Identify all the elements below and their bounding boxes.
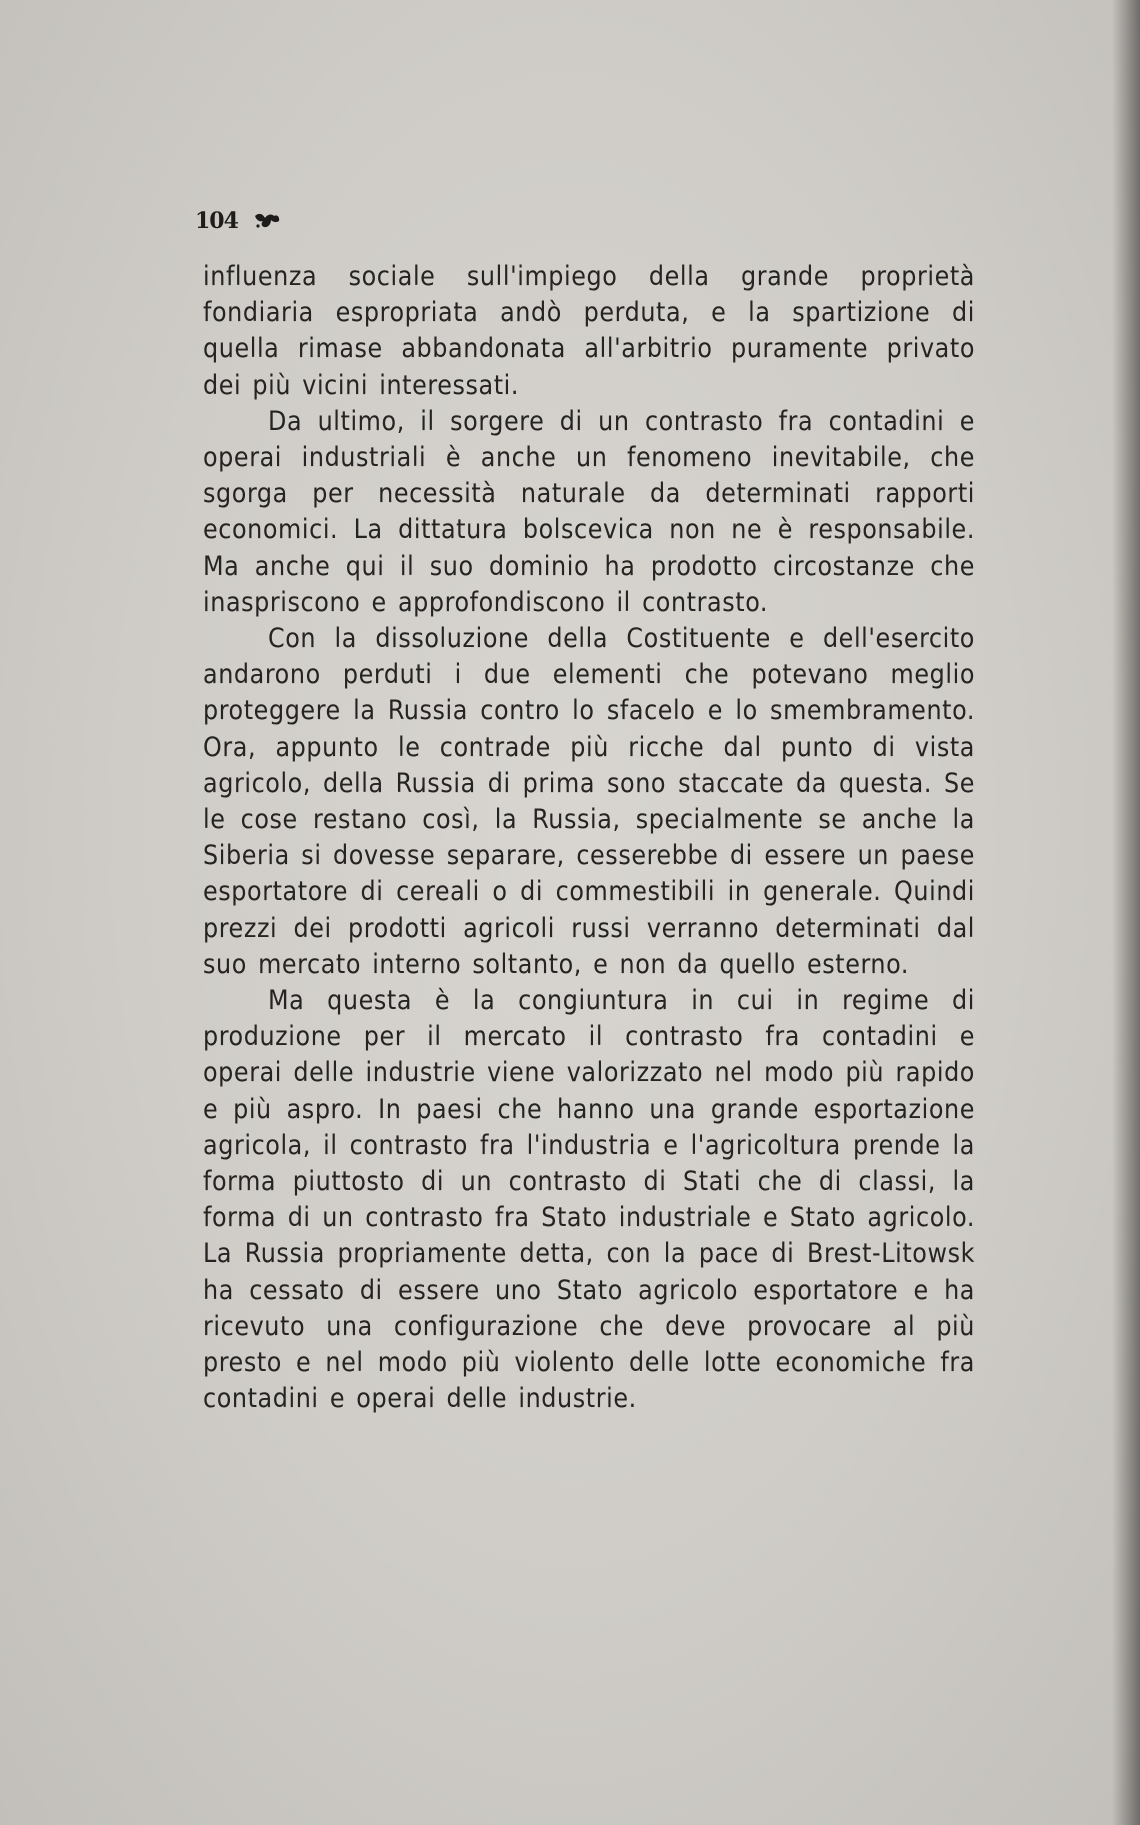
paragraph-4: Ma questa è la congiuntura in cui in regime di produzione per il mercato il contrasto fra contadini e operai delle industrie viene valorizzato nel modo più rapido e più aspro. In paesi che hanno una grande esportazione agricola, il contrasto fra l'industria e l'agricoltura prende la forma piuttosto di un contrasto di Stati che di classi, la forma di un contrasto fra Stato industriale e Stato agricolo. La Russia propriamente detta, con la pace di Brest-Litowsk ha cessato di essere uno Stato agricolo esportatore e ha ricevuto una configurazione che deve provocare al più presto e nel modo più violento delle lotte economiche fra contadini e operai delle industrie. — [203, 985, 975, 1415]
fleuron-ornament-icon — [252, 210, 282, 232]
page-number: 104 — [195, 208, 238, 234]
page-header — [195, 206, 282, 236]
paragraph-3: Con la dissoluzione della Costituente e dell'esercito andarono perduti i due elementi che potevano meglio proteggere la Russia contro lo sfacelo e lo smembramento. Ora, appunto le contrade più ricche dal punto di vista agricolo, della Russia di prima sono staccate da questa. Se le cose restano così, la Russia, specialmente se anche la Siberia si dovesse separare, cesserebbe di essere un paese esportatore di cereali o di commestibili in generale. Quindi prezzi dei prodotti agricoli russi verranno determinati dal suo mercato interno soltanto, e non da quello esterno. — [203, 623, 975, 980]
paragraph-1: influenza sociale sull'impiego della grande proprietà fondiaria espropriata andò perduta, e la spartizione di quella rimase abbandonata all'arbitrio puramente privato dei più vicini interessati. — [203, 261, 975, 401]
body-text — [203, 259, 975, 1418]
page-edge-shadow — [1112, 0, 1140, 1825]
paragraph-2: Da ultimo, il sorgere di un contrasto fra contadini e operai industriali è anche un fenomeno inevitabile, che sgorga per necessità naturale da determinati rapporti economici. La dittatura bolscevica non ne è responsabile. Ma anche qui il suo dominio ha prodotto circostanze che inaspriscono e approfondiscono il contrasto. — [203, 405, 975, 618]
